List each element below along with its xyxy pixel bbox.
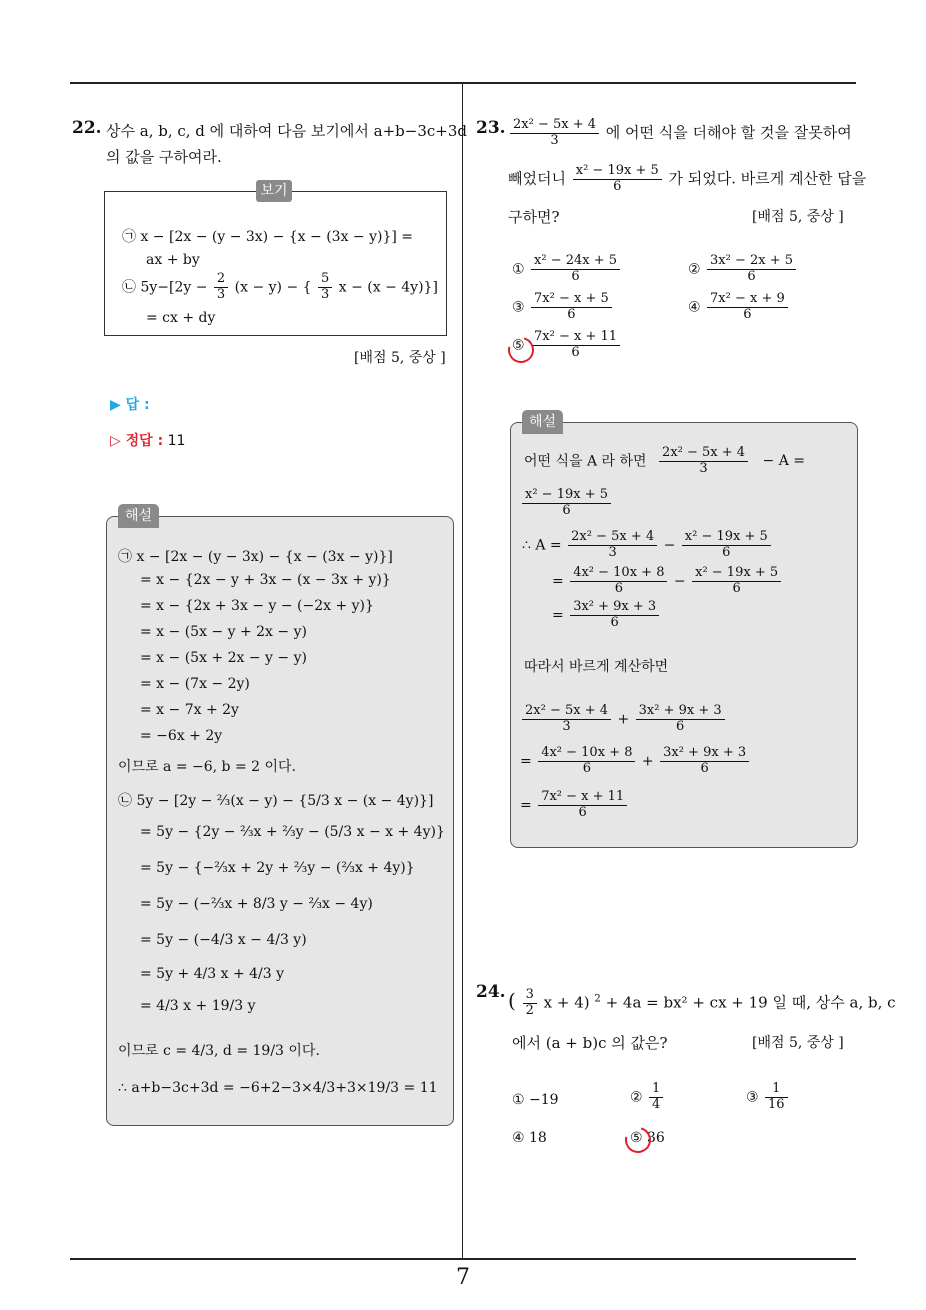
q23-choice-1[interactable] (512, 254, 622, 285)
q22-answer-label: ▶ 답 : (110, 397, 150, 413)
choice-frac: $\frac{1}{16}$ (765, 1082, 788, 1113)
q22-text-line1: 상수 a, b, c, d 에 대하여 다음 보기에서 a+b−3c+3d (106, 122, 467, 140)
q22-sol-line: ㉡ 5y − [2y − ⅔(x − y) − {5/3 x − (x − 4y)}] (118, 793, 434, 809)
q22-correct-value: 11 (167, 433, 186, 449)
q22-sol-line: = x − {2x − y + 3x − (x − 3x + y)} (140, 572, 391, 588)
choice-number: ① (512, 261, 525, 278)
q22-bogi-line2b: = cx + dy (146, 310, 216, 326)
q24-text1-exp: 2 (594, 993, 601, 1005)
choice-frac: $\frac{\text{7x² − x + 5}}{6}$ (531, 292, 612, 323)
q22-sol-line: = 5y − {2y − ⅔x + ⅔y − (5/3 x − x + 4y)} (140, 824, 445, 840)
q22-bogi-expr2a: 5y−[2y − (140, 279, 208, 296)
q22-sol-line: ∴ a+b−3c+3d = −6+2−3×4/3+3×19/3 = 11 (118, 1080, 438, 1096)
choice-value: −19 (529, 1092, 559, 1108)
q22-sol-line: = x − {2x + 3x − y − (−2x + y)} (140, 598, 374, 614)
q23-score: [배점 5, 중상 ] (752, 209, 844, 225)
q22-bogi-line2 (122, 272, 438, 303)
q23-sol-frac: $\frac{\text{3x² + 9x + 3}}{6}$ (660, 746, 749, 777)
q23-sol-line5 (552, 600, 661, 631)
q24-frac: $\frac{3}{2}$ (523, 988, 537, 1019)
q22-sol-line: 이므로 c = 4/3, d = 19/3 이다. (118, 1043, 320, 1059)
q24-choice-4[interactable] (512, 1130, 547, 1146)
q23-sol-frac: $\frac{\text{3x² + 9x + 3}}{6}$ (636, 704, 725, 735)
choice-value: 36 (647, 1130, 665, 1146)
choice-value: 18 (529, 1130, 547, 1146)
q22-sol-line: = 5y − (−4/3 x − 4/3 y) (140, 932, 307, 948)
q24-text1-post: + 4a = bx² + cx + 19 일 때, 상수 a, b, c (605, 993, 896, 1012)
q23-sol-line8 (520, 790, 629, 821)
q24-text-line1 (508, 988, 896, 1019)
q22-sol-line: = x − (7x − 2y) (140, 676, 250, 692)
page-number: 7 (456, 1265, 470, 1290)
q23-sol-eq: = (520, 753, 532, 770)
q23-sol-line1 (524, 446, 805, 477)
choice-frac: $\frac{\text{x² − 24x + 5}}{6}$ (531, 254, 620, 285)
q23-sol-frac: $\frac{\text{x² − 19x + 5}}{6}$ (682, 530, 771, 561)
q22-sol-line: = 5y − (−⅔x + 8/3 y − ⅔x − 4y) (140, 896, 373, 912)
q23-sol-frac: $\frac{\text{4x² − 10x + 8}}{6}$ (538, 746, 635, 777)
q23-text1: 에 어떤 식을 더해야 할 것을 잘못하여 (605, 123, 852, 142)
choice-number: ④ (512, 1130, 525, 1146)
q23-sol-frac: $\frac{\text{2x² − 5x + 4}}{3}$ (522, 704, 611, 735)
top-rule (70, 82, 856, 84)
q23-sol-text1: 어떤 식을 A 라 하면 (524, 453, 647, 470)
q22-sol-line: = 5y + 4/3 x + 4/3 y (140, 966, 285, 982)
q23-sol-eq: = (520, 797, 532, 814)
choice-number: ② (688, 261, 701, 278)
q24-text-line2: 에서 (a + b)c 의 값은? (512, 1034, 668, 1052)
q24-number: 24. (476, 982, 506, 1002)
q22-bogi-title: 보기 (256, 180, 292, 202)
q23-frac-a: $\frac{\text{2x² − 5x + 4}}{3}$ (510, 118, 599, 149)
choice-number: ④ (688, 299, 701, 316)
q23-sol-eq: = (552, 607, 564, 624)
q23-sol-op: − (663, 537, 676, 554)
q24-choice-3[interactable] (746, 1082, 790, 1113)
q23-text2-pre: 빼었더니 (508, 169, 566, 188)
choice-frac: $\frac{\text{3x² − 2x + 5}}{6}$ (707, 254, 796, 285)
q22-text-line2: 의 값을 구하여라. (106, 148, 222, 166)
q23-sol-a-eq: ∴ A = (522, 537, 562, 554)
q22-sol-line: = x − 7x + 2y (140, 702, 239, 718)
choice-frac: $\frac{\text{7x² − x + 11}}{6}$ (531, 330, 620, 361)
q24-paren-open: ( (508, 988, 516, 1013)
column-divider (462, 82, 463, 1258)
q23-sol-minus-a: − A = (762, 453, 805, 470)
q23-text-line1 (508, 118, 852, 149)
q23-sol-op: + (617, 711, 630, 728)
q22-sol-line: = −6x + 2y (140, 728, 223, 744)
q23-solution-panel (510, 422, 858, 848)
q23-sol-frac: $\frac{\text{4x² − 10x + 8}}{6}$ (570, 566, 667, 597)
q23-frac-b: $\frac{\text{x² − 19x + 5}}{6}$ (573, 164, 662, 195)
choice-number: ③ (746, 1089, 759, 1106)
choice-number: ⑤ (512, 337, 525, 354)
q24-score: [배점 5, 중상 ] (752, 1035, 844, 1051)
q22-bogi-expr1: x − [2x − (y − 3x) − {x − (3x − y)}] = (140, 229, 414, 245)
q24-choice-1[interactable] (512, 1092, 559, 1108)
q22-bogi-line1b: ax + by (146, 252, 200, 268)
q22-bogi-frac-2-3: $\frac{2}{3}$ (214, 272, 228, 303)
q23-number: 23. (476, 118, 506, 138)
q23-sol-line7 (520, 746, 751, 777)
q22-bogi-expr2c: x − (x − 4y)}] (338, 279, 438, 296)
q22-solution-tag: 해설 (118, 504, 159, 528)
q23-choice-2[interactable] (688, 254, 798, 285)
choice-number: ③ (512, 299, 525, 316)
q22-bogi-line1 (122, 226, 413, 246)
q23-solution-tag: 해설 (522, 410, 563, 434)
q23-text-line3: 구하면? (508, 208, 560, 226)
q24-choice-2[interactable] (630, 1082, 665, 1113)
q23-text2-post: 가 되었다. 바르게 계산한 답을 (668, 169, 867, 188)
q23-sol-line3 (522, 530, 773, 561)
q23-sol-text-mid: 따라서 바르게 계산하면 (524, 659, 669, 675)
q22-bogi-frac-5-3: $\frac{5}{3}$ (318, 272, 332, 303)
choice-number: ⑤ (630, 1130, 643, 1146)
q23-sol-frac: $\frac{\text{2x² − 5x + 4}}{3}$ (659, 446, 748, 477)
q23-sol-line6 (520, 704, 727, 735)
q23-choice-3[interactable] (512, 292, 614, 323)
q22-sol-line: = 5y − {−⅔x + 2y + ⅔y − (⅔x + 4y)} (140, 860, 415, 876)
q23-text-line2 (508, 164, 866, 195)
q23-sol-op: + (641, 753, 654, 770)
q23-sol-line4 (552, 566, 783, 597)
q23-sol-frac: $\frac{\text{7x² − x + 11}}{6}$ (538, 790, 627, 821)
q22-correct-label: ▷ 정답 : (110, 433, 164, 449)
q22-score: [배점 5, 중상 ] (354, 350, 446, 366)
q23-sol-eq: = (552, 573, 564, 590)
q24-text1-mid: x + 4) (543, 993, 590, 1012)
q22-sol-line: = x − (5x − y + 2x − y) (140, 624, 307, 640)
q23-sol-frac: $\frac{\text{x² − 19x + 5}}{6}$ (692, 566, 781, 597)
q22-sol-line: = 4/3 x + 19/3 y (140, 998, 256, 1014)
choice-frac: $\frac{1}{4}$ (649, 1082, 663, 1113)
q22-correct-answer (110, 430, 185, 450)
q23-sol-frac: $\frac{\text{2x² − 5x + 4}}{3}$ (568, 530, 657, 561)
choice-number: ② (630, 1089, 643, 1106)
q22-sol-line: 이므로 a = −6, b = 2 이다. (118, 759, 296, 775)
q22-sol-line: = x − (5x + 2x − y − y) (140, 650, 307, 666)
q23-sol-frac: $\frac{\text{x² − 19x + 5}}{6}$ (522, 488, 611, 519)
q22-bogi-mark1: ㉠ (122, 229, 136, 245)
q22-bogi-mark2: ㉡ (122, 279, 136, 296)
q23-sol-line2 (520, 488, 613, 519)
choice-frac: $\frac{\text{7x² − x + 9}}{6}$ (707, 292, 788, 323)
bottom-rule (70, 1258, 856, 1260)
q22-number: 22. (72, 118, 102, 138)
q22-bogi-expr2b: (x − y) − { (234, 279, 312, 296)
choice-number: ① (512, 1092, 525, 1108)
q23-sol-frac: $\frac{\text{3x² + 9x + 3}}{6}$ (570, 600, 659, 631)
q22-sol-line: ㉠ x − [2x − (y − 3x) − {x − (3x − y)}] (118, 549, 393, 565)
q23-choice-4[interactable] (688, 292, 790, 323)
q23-sol-op: − (673, 573, 686, 590)
q24-answer-mark-icon (620, 1122, 656, 1158)
